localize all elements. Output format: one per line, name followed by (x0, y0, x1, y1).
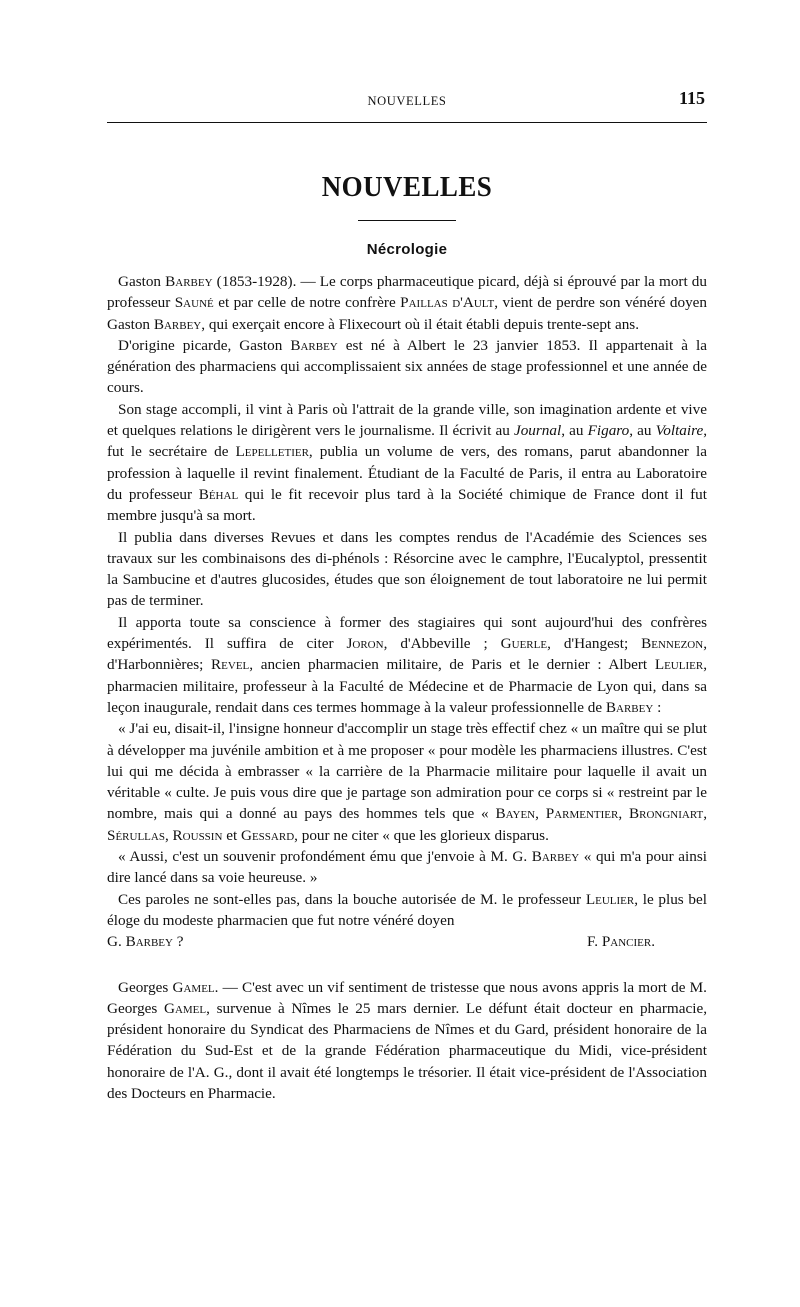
person-name: Parmentier (545, 805, 619, 823)
closing-text (107, 931, 184, 952)
text-run: F. (586, 933, 602, 951)
person-name: Béhal (198, 485, 239, 503)
person-name: Bayen (495, 805, 536, 823)
text-run: est né à Albert le 23 janvier 1853. Il appartenait à la génération des pharmaciens qui accomplissaient six années de stage professionnel et une année de cours. (107, 336, 707, 397)
text-run: , pour ne citer « que les glorieux disparus. (294, 826, 549, 844)
text-run: Ces paroles ne sont-elles pas, dans la bouche autorisée de M. le professeur (118, 890, 586, 908)
person-name: Joron (346, 635, 384, 653)
text-run: , le plus bel éloge du modeste pharmacien que fut notre vénéré doyen (107, 890, 707, 929)
text-run: , pharmacien militaire, professeur à la Faculté de Médecine et de Pharmacie de Lyon qui, dans sa leçon inaugurale, rendait dans ces termes hommage à la valeur professionnelle de (107, 656, 707, 716)
article-body (107, 271, 707, 1104)
person-name: Revel (211, 656, 250, 674)
barbey-paragraph-1 (107, 271, 707, 335)
person-name: Gamel (163, 999, 207, 1017)
person-name: Barbey (531, 848, 580, 866)
running-header (107, 88, 707, 114)
text-run: Il apporta toute sa conscience à former des stagiaires qui sont aujourd'hui des confrères expérimentés. Il suffira de citer (107, 613, 707, 653)
section-gap (107, 953, 707, 977)
text-run: , qui exerçait encore à Flixecourt où il était établi depuis trente-sept ans. (201, 315, 639, 333)
person-name: Barbey (290, 336, 338, 354)
text-run: « Aussi, c'est un souvenir profondément ému que j'envoie à M. G. (118, 848, 532, 866)
barbey-paragraph-4: Il publia dans diverses Revues et dans les comptes rendus de l'Académie des Sciences ses travaux sur les combinaisons des di-phénols : Résorcine avec le camphre, l'Eucalyptol, pressentit la Sambucine et d'autres glucosides, études que son éloignement de tout laboratoire ne lui permit pas de terminer. (107, 528, 707, 610)
text-run: , (618, 805, 629, 823)
author-signature (587, 931, 655, 952)
person-name: Paillas d'Ault (400, 294, 495, 312)
text-run: Gaston (118, 273, 166, 290)
text-run: , fut le secrétaire de (107, 422, 707, 461)
running-title: NOUVELLES (367, 94, 447, 108)
person-name: Leulier (585, 890, 635, 908)
section-heading: Nécrologie (366, 241, 448, 258)
person-name: Pancier (601, 933, 652, 951)
text-run: , (535, 805, 546, 823)
person-name: Brongniart (628, 805, 704, 823)
person-name: Guerle (500, 635, 548, 653)
text-run: et (222, 826, 241, 844)
text-run: , publia un volume de vers, des romans, parut abandonner la profession à laquelle il revint finalement. Étudiant de la Faculté de Paris, il entra au Laboratoire du professeur (107, 443, 707, 503)
person-name: Gamel (172, 978, 215, 996)
text-run: , survenue à Nîmes le 25 mars dernier. Le défunt était docteur en pharmacie, président honoraire du Syndicat des Pharmaciens de Nîmes et du Gard, président honoraire de la Fédération du Sud-Est et de la grande Fédération pharmaceutique du Midi, vice-président honoraire de l'A. G., dont il avait été longtemps le trésorier. Il était vice-président de l'Association des Docteurs en Pharmacie. (107, 999, 707, 1102)
page-title: NOUVELLES (321, 171, 493, 203)
text-run: D'origine picarde, Gaston (118, 336, 291, 354)
person-name: Bennezon (641, 635, 704, 653)
quote-paragraph-2 (107, 846, 707, 889)
text-run: , d'Harbonnières; (107, 635, 707, 674)
person-name: Lepelletier (235, 443, 309, 461)
person-name: Barbey (125, 933, 173, 951)
text-run: , vient de perdre son vénéré doyen Gaston (107, 294, 708, 333)
page-number: 115 (678, 88, 705, 108)
text-run: , d'Hangest; (547, 635, 642, 653)
person-name: Sérullas (107, 826, 165, 844)
barbey-paragraph-3 (107, 399, 707, 527)
signature-line (107, 931, 707, 952)
text-run: , d'Abbeville ; (383, 635, 501, 653)
text-run: qui le fit recevoir plus tard à la Société chimique de France dont il fut membre jusqu'à sa mort. (107, 485, 707, 525)
text-run: , au (629, 422, 656, 440)
publication-name: Figaro (587, 422, 630, 440)
barbey-paragraph-2 (107, 335, 707, 399)
text-run: , ancien pharmacien militaire, de Paris et le dernier : Albert (249, 656, 655, 674)
text-run: . — C'est avec un vif sentiment de tristesse que nous avons appris la mort de M. Georges (107, 978, 707, 1017)
text-run: « qui m'a pour ainsi dire lancé dans sa voie heureuse. » (107, 848, 707, 887)
person-name: Barbey (165, 273, 213, 290)
text-run: : (653, 698, 662, 716)
text-run: et par celle de notre confrère (213, 294, 401, 312)
header-rule (107, 122, 707, 123)
text-run: Son stage accompli, il vint à Paris où l'attrait de la grande ville, son imagination ardente et vive et quelques relations le dirigèrent vers le journalisme. Il écrivit au (107, 400, 707, 440)
gamel-paragraph (107, 977, 707, 1105)
text-run: « J'ai eu, disait-il, l'insigne honneur d'accomplir un stage très effectif chez « un maître qui se plut à développer ma juvénile ambition et à me proposer « pour modèle les pharmaciens illustres. C'est lui qui me décida à embrasser « la carrière de la Pharmacie militaire pour laquelle il avait un véritable « culte. Je puis vous dire que je partage son admiration pour ce corps si « restreint par le nombre, mais qui a donné au pays des hommes tels que « (107, 720, 707, 823)
person-name: Sauné (174, 294, 214, 312)
quote-paragraph-1 (107, 718, 707, 846)
title-rule (358, 220, 456, 221)
text-run: ? (172, 933, 184, 951)
publication-name: Voltaire (655, 422, 704, 440)
text-run: , (164, 826, 173, 844)
text-run: Georges (118, 978, 173, 996)
text-run: (1853-1928). — Le corps pharmaceutique picard, déjà si éprouvé par la mort du professeur (107, 273, 707, 312)
text-run: G. (107, 933, 126, 951)
text-run: , au (561, 422, 588, 440)
person-name: Barbey (153, 315, 202, 333)
page (107, 88, 707, 1104)
person-name: Roussin (172, 826, 223, 844)
person-name: Leulier (654, 656, 704, 674)
text-run: . (651, 933, 655, 951)
barbey-paragraph-5 (107, 612, 707, 718)
publication-name: Journal (513, 422, 562, 440)
barbey-paragraph-6 (107, 889, 707, 932)
person-name: Barbey (605, 698, 654, 716)
text-run: , (703, 805, 708, 823)
person-name: Gessard (240, 826, 295, 844)
leulier-quote (107, 718, 707, 888)
